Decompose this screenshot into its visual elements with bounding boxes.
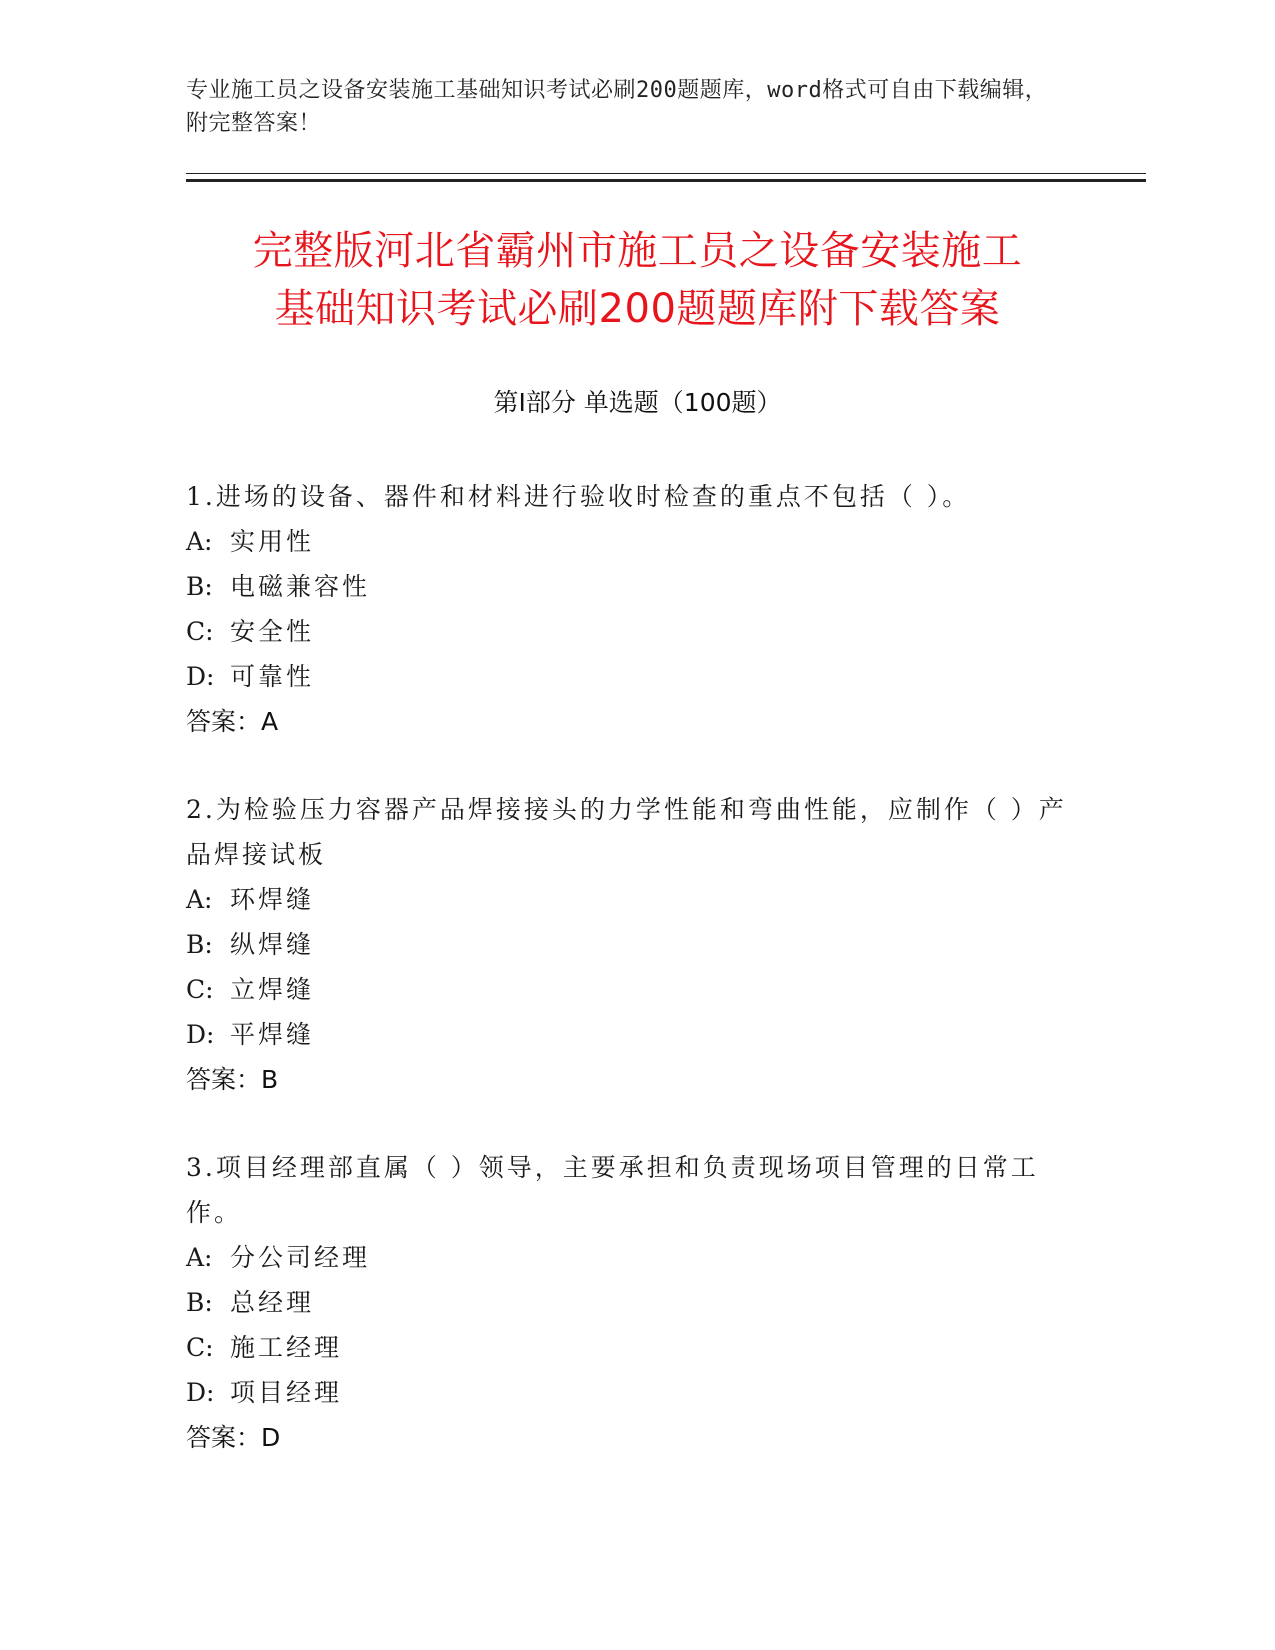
- option-letter: A:: [186, 527, 213, 556]
- option-c: [186, 609, 1076, 654]
- answer-line: 答案：D: [186, 1423, 281, 1452]
- option-d: [186, 1012, 1076, 1057]
- option-letter: C:: [186, 617, 214, 646]
- option-b: [186, 564, 1076, 609]
- option-text: 立焊缝: [230, 975, 315, 1004]
- option-c: [186, 967, 1076, 1012]
- option-a: [186, 877, 1076, 922]
- option-letter: C:: [186, 1333, 214, 1362]
- option-a: [186, 519, 1076, 564]
- question-stem: 1.进场的设备、器件和材料进行验收时检查的重点不包括（ ）。: [186, 482, 971, 511]
- option-text: 施工经理: [230, 1333, 343, 1362]
- option-letter: A:: [186, 885, 213, 914]
- option-text: 项目经理: [230, 1378, 343, 1407]
- option-a: [186, 1235, 1076, 1280]
- option-letter: B:: [186, 1288, 213, 1317]
- document-title-line-1: 完整版河北省霸州市施工员之设备安装施工: [252, 228, 1023, 274]
- header-divider-thick: [186, 179, 1146, 182]
- option-letter: B:: [186, 930, 213, 959]
- option-letter: A:: [186, 1243, 213, 1272]
- option-text: 纵焊缝: [230, 930, 315, 959]
- option-letter: D:: [186, 1378, 215, 1407]
- option-text: 实用性: [230, 527, 315, 556]
- option-d: [186, 654, 1076, 699]
- option-b: [186, 1280, 1076, 1325]
- question-stem: 2.为检验压力容器产品焊接接头的力学性能和弯曲性能，应制作（ ）产品焊接试板: [186, 795, 1067, 869]
- option-text: 平焊缝: [230, 1020, 315, 1049]
- header-note: 专业施工员之设备安装施工基础知识考试必刷200题题库，word格式可自由下载编辑，附完整答案！: [186, 78, 1048, 136]
- answer-line: 答案：B: [186, 1065, 279, 1094]
- option-text: 环焊缝: [230, 885, 315, 914]
- option-text: 分公司经理: [230, 1243, 371, 1272]
- question-3: [186, 1145, 1076, 1460]
- option-letter: D:: [186, 1020, 215, 1049]
- option-text: 可靠性: [230, 662, 315, 691]
- question-list: [186, 474, 1076, 1503]
- option-b: [186, 922, 1076, 967]
- option-text: 安全性: [230, 617, 315, 646]
- option-c: [186, 1325, 1076, 1370]
- header-divider-thin: [186, 173, 1146, 174]
- option-text: 总经理: [230, 1288, 315, 1317]
- option-letter: D:: [186, 662, 215, 691]
- question-1: [186, 474, 1076, 744]
- answer-line: 答案：A: [186, 707, 279, 736]
- document-title: [150, 222, 1125, 338]
- document-title-line-2: 基础知识考试必刷200题题库附下载答案: [274, 286, 1001, 332]
- option-letter: C:: [186, 975, 214, 1004]
- option-d: [186, 1370, 1076, 1415]
- option-text: 电磁兼容性: [230, 572, 371, 601]
- option-letter: B:: [186, 572, 213, 601]
- question-stem: 3.项目经理部直属（ ）领导，主要承担和负责现场项目管理的日常工作。: [186, 1153, 1039, 1227]
- section-heading: 第Ⅰ部分 单选题（100题）: [493, 388, 782, 417]
- question-2: [186, 787, 1076, 1102]
